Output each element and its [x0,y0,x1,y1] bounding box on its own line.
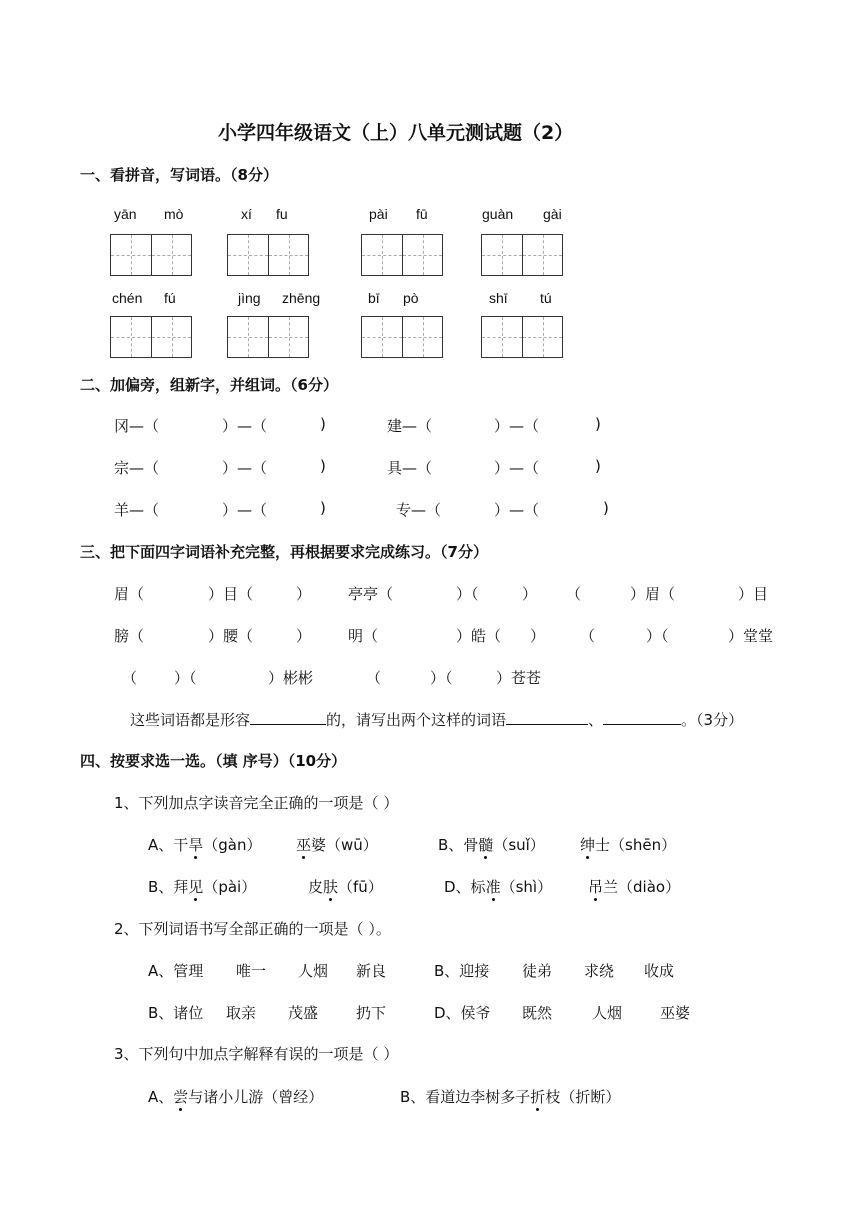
writing-cell[interactable] [111,317,151,357]
pinyin-syllable: pò [403,290,419,306]
idiom-fragment: ）目 [738,585,769,603]
word-option: 既然 [522,1004,553,1022]
section-3-heading: 三、把下面四字词语补充完整，再根据要求完成练习。（7分） [80,543,488,561]
dotted-character: 见 [188,878,204,896]
writing-cell[interactable] [522,317,562,357]
choice-option [308,876,383,897]
radical-item: 专—（ [396,501,442,519]
idiom-fragment: ） [522,585,538,603]
pinyin-syllable: shī [489,290,508,306]
word-option: 人烟 [592,1004,623,1022]
choice-option [588,876,680,897]
word-option: 收成 [644,962,675,980]
choice-option [400,1086,620,1107]
writing-cell[interactable] [228,235,268,275]
idiom-fragment: ） [296,585,312,603]
writing-cell[interactable] [362,235,402,275]
writing-grid[interactable] [361,316,443,358]
writing-cell[interactable] [402,317,442,357]
option-text: （pài） [203,878,257,896]
radical-item: 羊—（ [114,501,160,519]
word-option: 茂盛 [288,1004,319,1022]
word-option: 徒弟 [522,962,553,980]
idiom-fragment: ）苍苍 [496,669,542,687]
writing-cell[interactable] [268,317,308,357]
section-2-heading: 二、加偏旁，组新字，并组词。（6分） [80,376,338,394]
idiom-fragment: ）堂堂 [728,627,774,645]
idiom-fragment: 膀（ [114,627,145,645]
word-option: 巫婆 [660,1004,691,1022]
word-option: 新良 [356,962,387,980]
writing-grid[interactable] [110,316,192,358]
pinyin-syllable: bī [368,290,380,306]
answer-blank-1[interactable] [250,710,326,725]
writing-cell[interactable] [362,317,402,357]
choice-option [148,1086,323,1107]
pinyin-syllable: chén [112,290,143,306]
radical-item: ) [320,499,326,517]
option-text: 与诸小儿游（曾经） [188,1088,324,1106]
choice-option [148,876,256,897]
dotted-character: 巫 [296,836,312,854]
choice-option [580,834,676,855]
idiom-fragment: ）（ [456,585,479,603]
option-text: A、干 [148,836,189,854]
radical-item: ) [595,457,601,475]
idiom-fragment: ）（ [174,669,197,687]
idiom-fragment: ）腰（ [208,627,254,645]
radical-item: ) [595,415,601,433]
idiom-fragment: （ [366,669,382,687]
radical-item: ）—（ [222,459,268,477]
writing-cell[interactable] [482,235,522,275]
idiom-fragment: ）皓（ [456,627,502,645]
pinyin-syllable: mò [164,206,184,222]
option-text: 枝（折断） [545,1088,621,1106]
writing-cell[interactable] [151,317,191,357]
dotted-character: 旱 [188,836,204,854]
idiom-fragment: ） [296,627,312,645]
radical-item: ）—（ [494,459,540,477]
option-text: B、骨 [438,836,479,854]
idiom-fragment: （ [566,585,582,603]
word-option: B、诸位 [148,1004,204,1022]
radical-item: ) [603,499,609,517]
writing-cell[interactable] [228,317,268,357]
dotted-character: 绅 [580,836,596,854]
option-text: A、 [148,1088,174,1106]
dotted-character: 准 [485,878,501,896]
idiom-fragment: （ [122,669,138,687]
word-option: A、管理 [148,962,204,980]
pinyin-syllable: fu [276,206,288,222]
word-option: D、侯爷 [434,1004,491,1022]
choice-option [444,876,552,897]
choice-option [438,834,545,855]
writing-cell[interactable] [268,235,308,275]
section-4-heading: 四、按要求选一选。（填 序号）（10分） [80,752,347,770]
question-1: 1、下列加点字读音完全正确的一项是（ ） [114,794,399,812]
writing-grid[interactable] [110,234,192,276]
option-text: （fū） [338,878,383,896]
idiom-fragment: ）彬彬 [268,669,314,687]
idiom-fragment: （ [580,627,596,645]
radical-item: ）—（ [494,501,540,519]
question-2: 2、下列词语书写全部正确的一项是（ ）。 [114,920,391,938]
pinyin-syllable: guàn [482,206,514,222]
word-option: 取亲 [226,1004,257,1022]
word-option: 人烟 [298,962,329,980]
option-text: （shì） [500,878,553,896]
pinyin-syllable: xí [241,206,252,222]
option-text: B、拜 [148,878,189,896]
writing-grid[interactable] [361,234,443,276]
page-title: 小学四年级语文（上）八单元测试题（2） [218,122,574,144]
dotted-character: 吊 [588,878,604,896]
radical-item: ) [320,457,326,475]
dotted-character: 肤 [323,878,339,896]
pinyin-syllable: fū [416,206,428,222]
option-text: （suǐ） [493,836,545,854]
option-text: 兰（diào） [603,878,681,896]
writing-cell[interactable] [402,235,442,275]
pinyin-syllable: zhēng [282,290,321,306]
pinyin-syllable: jìng [238,290,261,306]
writing-cell[interactable] [522,235,562,275]
answer-blank-3[interactable] [603,710,681,725]
idiom-fragment: ）（ [646,627,669,645]
writing-grid[interactable] [481,316,563,358]
option-text: 士（shēn） [595,836,677,854]
pinyin-syllable: tú [540,290,552,306]
idiom-fragment: ） [530,627,546,645]
radical-item: ）—（ [494,417,540,435]
radical-item: ）—（ [222,417,268,435]
choice-option [296,834,378,855]
word-option: B、迎接 [434,962,490,980]
radical-item: 建—（ [387,417,433,435]
writing-grid[interactable] [227,316,309,358]
answer-blank-2[interactable] [506,710,588,725]
radical-item: 具—（ [387,459,433,477]
idiom-fragment: 明（ [348,627,379,645]
word-option: 求绕 [584,962,615,980]
option-text: D、标 [444,878,486,896]
option-text: B、看道边李树多子 [400,1088,531,1106]
idiom-fragment: 眉（ [114,585,145,603]
dotted-character: 尝 [173,1088,189,1106]
word-option: 扔下 [356,1004,387,1022]
idiom-fragment: ）眉（ [630,585,676,603]
dotted-character: 折 [530,1088,546,1106]
idiom-fragment: ）目（ [208,585,254,603]
writing-cell[interactable] [111,235,151,275]
option-text: （gàn） [203,836,262,854]
writing-grid[interactable] [227,234,309,276]
section-1-heading: 一、看拼音，写词语。（8分） [80,166,278,184]
question-3: 3、下列句中加点字解释有误的一项是（ ） [114,1045,399,1063]
radical-item: 宗—（ [114,459,160,477]
pinyin-syllable: fú [164,290,176,306]
radical-item: ) [320,415,326,433]
radical-item: ）—（ [222,501,268,519]
pinyin-syllable: gài [543,206,562,222]
writing-cell[interactable] [151,235,191,275]
word-option: 唯一 [236,962,267,980]
dotted-character: 髓 [478,836,494,854]
choice-option [148,834,262,855]
writing-grid[interactable] [481,234,563,276]
idiom-task-line: 这些词语都是形容 的，请写出两个这样的词语 、 。（3分） [130,711,744,729]
writing-cell[interactable] [482,317,522,357]
radical-item: 冈—（ [114,417,160,435]
option-text: 婆（wū） [311,836,378,854]
idiom-fragment: ）（ [430,669,453,687]
idiom-fragment: 亭亭（ [348,585,394,603]
option-text: 皮 [308,878,324,896]
pinyin-syllable: yān [114,206,137,222]
pinyin-syllable: pài [369,206,388,222]
